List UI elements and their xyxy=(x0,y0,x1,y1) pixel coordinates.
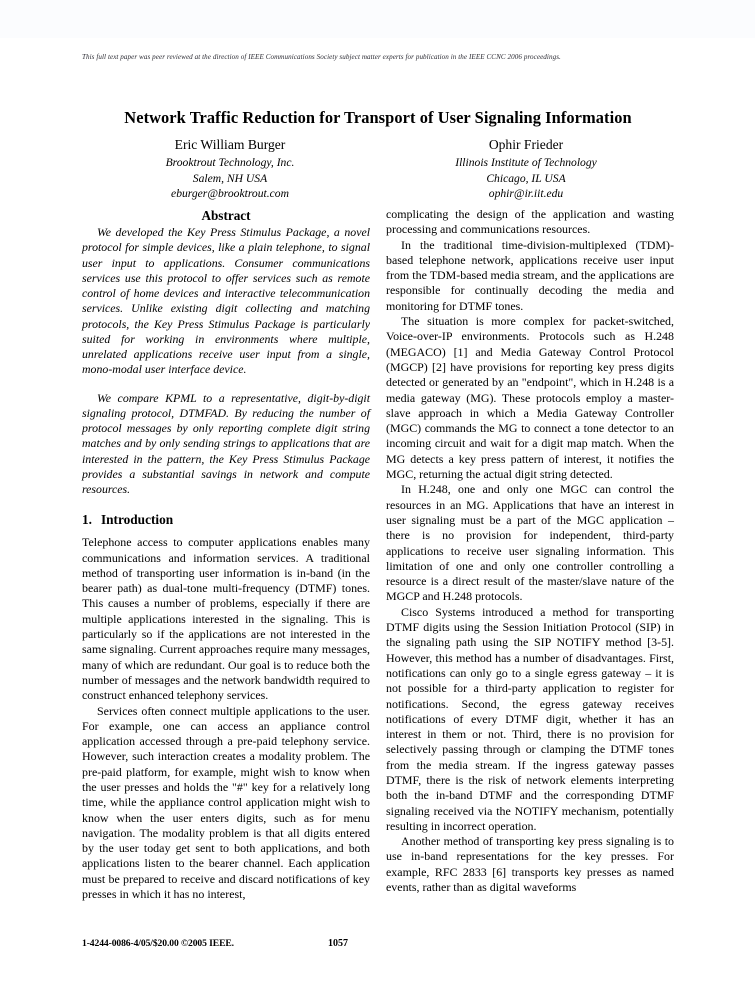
body-paragraph: The situation is more complex for packet-switched, Voice-over-IP environments. Protocols such as H.248 (MEGACO) [1] and Media Gateway Control Protocol (MGCP) [2] have provisions for reporting key press digits detected or generated by an "endpoint", which in H.248 is a media gateway (MG). These protocols employ a master-slave approach in which a Media Gateway Controller (MGC) commands the MG to connect a tone detector to an incoming circuit and wait for a digit map match. When the MG detects a key press pattern of interest, it notifies the MGC, returning the actual digit string detected. xyxy=(386,314,674,482)
author-affiliation: Illinois Institute of Technology xyxy=(455,156,597,169)
abstract-heading: Abstract xyxy=(201,208,251,223)
author-name: Eric William Burger xyxy=(174,137,286,152)
abstract-paragraph: We compare KPML to a representative, digit-by-digit signaling protocol, DTMFAD. By reducing the number of protocol messages by only reporting complete digit string matches and by only sending strings to applications that are interested in the pattern, the Key Press Stimulus Package provides a substantial savings in network and compute resources. xyxy=(82,390,370,496)
author-block-2 xyxy=(378,135,674,202)
author-block-1 xyxy=(82,135,378,202)
section-number: 1. xyxy=(82,512,92,528)
author-affiliation: Brooktrout Technology, Inc. xyxy=(165,156,295,169)
section-title: Introduction xyxy=(100,512,174,528)
section-heading-introduction xyxy=(82,511,370,528)
abstract-paragraph: We developed the Key Press Stimulus Package, a novel protocol for simple devices, like a plain telephone, to signal user input to applications. Consumer communications services use this protocol to offer services such as remote control of home devices and interactive telecommunication services. Unlike existing digit collecting and matching protocols, the Key Press Stimulus Package is particularly suited for working in environments where multiple, unrelated applications receive user input from a single, mono-modal user interface device. xyxy=(82,225,370,377)
author-location: Salem, NH USA xyxy=(192,171,268,185)
body-paragraph: In the traditional time-division-multiplexed (TDM)-based telephone network, applications receive user input from the TDM-based media stream, and the applications are responsible for continually decoding the media and monitoring for DTMF tones. xyxy=(386,237,674,313)
body-paragraph: Telephone access to computer applications enables many communications and information services. A traditional method of transporting user information is in-band (in the bearer path) as dual-tone multi-frequency (DTMF) tones. This causes a number of problems, especially if there are multiple applications interested in the signaling. This is particularly so if the applications are not interested in the same signaling. Current approaches require many messages, many of which are redundant. Our goal is to reduce both the number of messages and the network bandwidth required to construct enhanced telephony services. xyxy=(82,535,370,703)
body-paragraph: complicating the design of the application and wasting processing and communications resources. xyxy=(386,207,674,237)
footer-page-number: 1057 xyxy=(328,938,348,949)
author-email: eburger@brooktrout.com xyxy=(171,187,289,201)
peer-review-header: This full text paper was peer reviewed at the direction of IEEE Communications Society subject matter experts for publication in the IEEE CCNC 2006 proceedings. xyxy=(82,53,561,61)
body-paragraph: Another method of transporting key press signaling is to use in-band representations for the key presses. For example, RFC 2833 [6] transports key presses as named events, rather than as digital waveforms xyxy=(386,834,674,895)
author-name: Ophir Frieder xyxy=(488,137,564,152)
body-paragraph: Cisco Systems introduced a method for transporting DTMF digits using the Session Initiation Protocol (SIP) in the signaling path using the SIP NOTIFY method [3-5]. However, this method has a number of disadvantages. First, notifications can only go to a single egress gateway – it is not possible for a third-party application to register for notifications. Second, the egress gateway receives notifications of every DTMF digit, whether it has an interest in them or not. Third, there is no provision for selectively passing through or clamping the DTMF tones from the media stream. If the ingress gateway passes DTMF, there is the risk of network elements interpreting both the in-band DTMF and the corresponding DTMF signaling received via the NOTIFY mechanism, potentially resulting in incorrect operation. xyxy=(386,604,674,833)
two-column-body xyxy=(82,207,674,917)
column-left xyxy=(82,207,370,917)
author-email: ophir@ir.iit.edu xyxy=(488,187,564,201)
page-content xyxy=(82,0,674,1000)
body-paragraph: In H.248, one and only one MGC can control the resources in an MG. Applications that have an interest in user signaling must be a part of the MGC application – there is no provision for independent, third-party applications to receive user signaling information. This limitation of one and only one controller controlling a resource is a direct result of the master/slave nature of the MGCP and H.248 protocols. xyxy=(386,482,674,604)
author-location: Chicago, IL USA xyxy=(486,171,566,185)
author-list xyxy=(82,135,674,202)
page-title: Network Traffic Reduction for Transport of User Signaling Information xyxy=(124,107,632,127)
body-paragraph: Services often connect multiple applications to the user. For example, one can access an appliance control application accessed through a pre-paid telephony service. However, such interaction creates a modality problem. The pre-paid platform, for example, might wish to know when the user presses and holds the "#" key for a relatively long time, while the appliance control application might wish to know when the user enters digits, such as for menu navigation. The modality problem is that all digits entered by the user today get sent to both applications, and both applications listen to the bearer channel. Each application must be prepared to receive and discard notifications of key presses in which it has no interest, xyxy=(82,703,370,902)
column-right xyxy=(386,207,674,917)
footer-copyright-line: 1-4244-0086-4/05/$20.00 ©2005 IEEE. xyxy=(82,938,234,949)
